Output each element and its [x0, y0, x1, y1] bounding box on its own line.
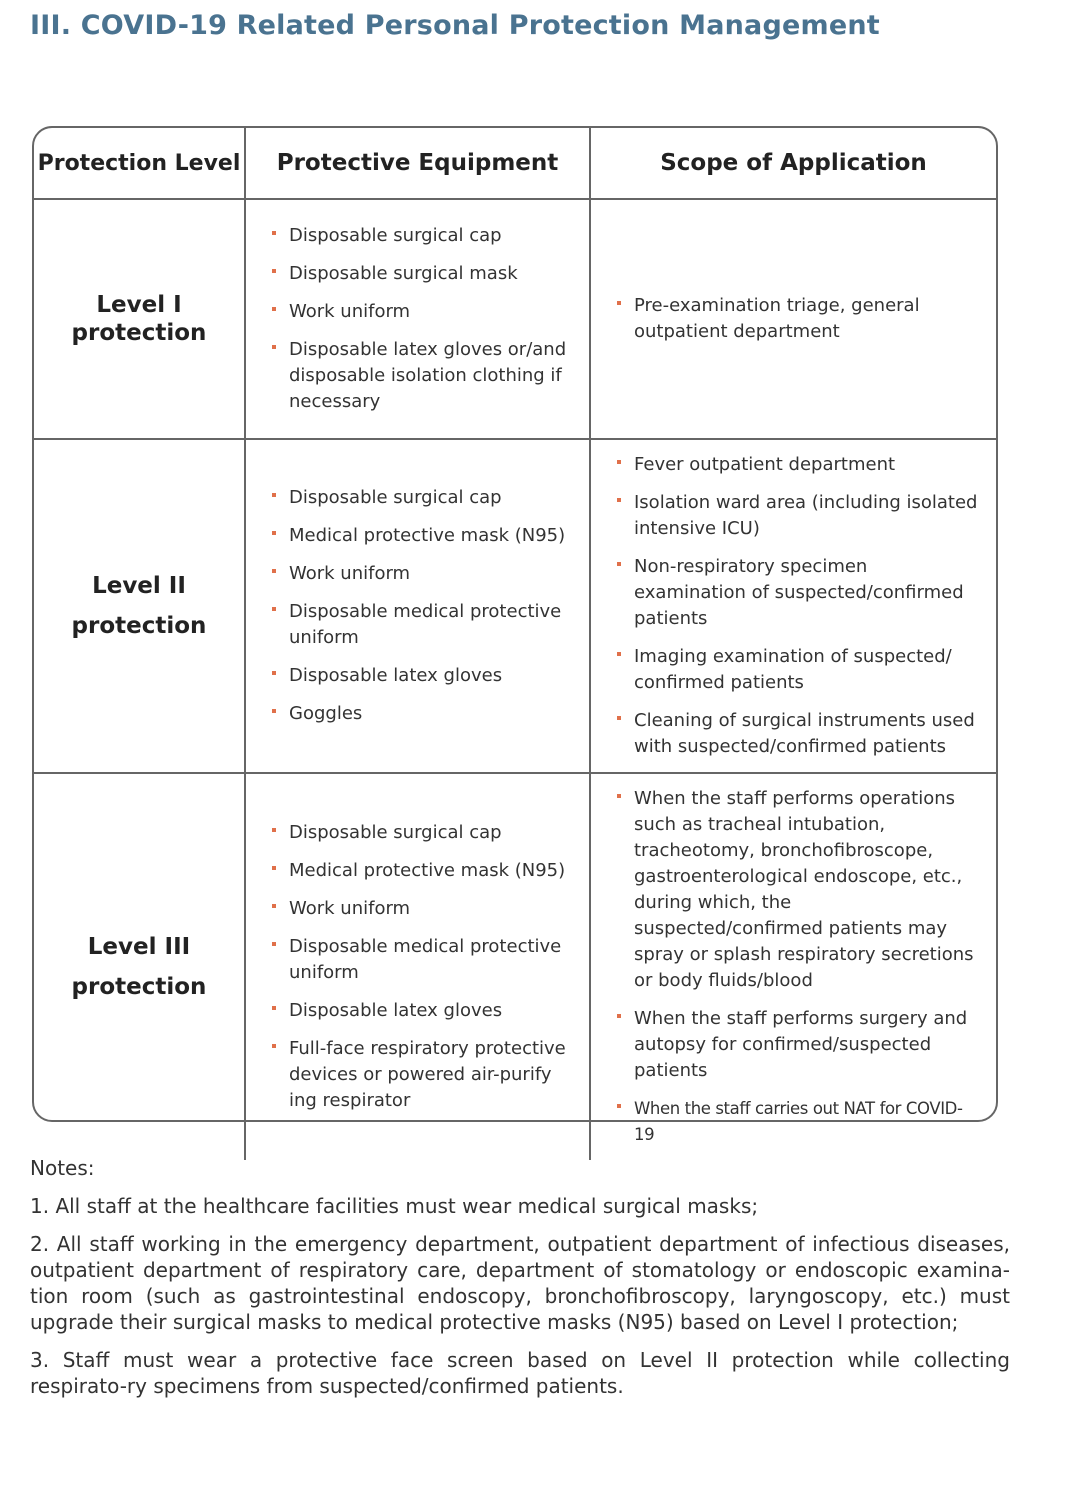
- header-scope-of-application: Scope of Application: [590, 128, 996, 199]
- equipment-cell: [245, 439, 590, 773]
- notes-heading: Notes:: [30, 1156, 95, 1180]
- list-item: Disposable latex gloves: [270, 663, 575, 689]
- protection-table: [32, 126, 998, 1144]
- note-item: 3. Staff must wear a protective face screen based on Level II protection while collecting respirato-ry specimens from suspected/confirmed patients.: [30, 1348, 1010, 1398]
- level-name: Level I: [96, 292, 182, 318]
- list-item: Disposable medical protective uniform: [270, 934, 575, 986]
- scope-cell: [590, 199, 996, 439]
- list-item: Isolation ward area (including isolated intensive ICU): [615, 490, 982, 542]
- table-header-row: [34, 128, 996, 199]
- list-item: When the staff carries out NAT for COVID-19: [615, 1096, 982, 1148]
- list-item: Cleaning of surgical instruments used with suspected/confirmed patients: [615, 708, 982, 760]
- note-item: 1. All staff at the healthcare facilities must wear medical surgical masks;: [30, 1194, 759, 1218]
- list-item: Goggles: [270, 701, 575, 727]
- list-item: Disposable surgical mask: [270, 261, 575, 287]
- list-item: Disposable surgical cap: [270, 820, 575, 846]
- table-row: [34, 439, 996, 773]
- list-item: When the staff performs operations such as tracheal intubation, tracheotomy, bronchofibroscope, gastroenterological endoscope, etc., during which, the suspected/confirmed patients may spray or splash respiratory secretions or body fluids/blood: [615, 786, 982, 994]
- list-item: Imaging examination of suspected/ confirmed patients: [615, 644, 982, 696]
- list-item: Work uniform: [270, 561, 575, 587]
- level-cell: [34, 199, 245, 439]
- list-item: Disposable surgical cap: [270, 485, 575, 511]
- list-item: Medical protective mask (N95): [270, 523, 575, 549]
- list-item: When the staff performs surgery and autopsy for confirmed/suspected patients: [615, 1006, 982, 1084]
- scope-cell: [590, 773, 996, 1160]
- header-protective-equipment: Protective Equipment: [245, 128, 590, 199]
- table-row: [34, 199, 996, 439]
- level-cell: [34, 439, 245, 773]
- notes-section: [30, 1155, 1010, 1411]
- list-item: Full-face respiratory protective devices or powered air-purify ing respirator: [270, 1036, 575, 1114]
- equipment-cell: [245, 773, 590, 1160]
- header-protection-level: Protection Level: [34, 128, 245, 199]
- list-item: Work uniform: [270, 299, 575, 325]
- page-title: III. COVID-19 Related Personal Protection Management: [30, 10, 880, 41]
- list-item: Disposable latex gloves or/and disposable isolation clothing if necessary: [270, 337, 575, 415]
- list-item: Disposable medical protective uniform: [270, 599, 575, 651]
- list-item: Disposable surgical cap: [270, 223, 575, 249]
- list-item: Fever outpatient department: [615, 452, 982, 478]
- scope-cell: [590, 439, 996, 773]
- note-item: 2. All staff working in the emergency department, outpatient department of infectious diseases, outpatient department of respiratory care, department of stomatology or endoscopic examina-tion room (such as gastrointestinal endoscopy, bronchofibroscopy, laryngoscopy, etc.) must upgrade their surgical masks to medical protective masks (N95) based on Level I protection;: [30, 1232, 1010, 1334]
- equipment-cell: [245, 199, 590, 439]
- level-cell: [34, 773, 245, 1160]
- level-name: Level II: [92, 573, 186, 599]
- list-item: Pre-examination triage, general outpatient department: [615, 293, 982, 345]
- table-row: [34, 773, 996, 1160]
- list-item: Medical protective mask (N95): [270, 858, 575, 884]
- level-suffix: protection: [71, 974, 207, 1000]
- level-suffix: protection: [71, 320, 207, 346]
- level-suffix: protection: [71, 613, 207, 639]
- list-item: Work uniform: [270, 896, 575, 922]
- level-name: Level III: [87, 934, 191, 960]
- list-item: Non-respiratory specimen examination of suspected/confirmed patients: [615, 554, 982, 632]
- list-item: Disposable latex gloves: [270, 998, 575, 1024]
